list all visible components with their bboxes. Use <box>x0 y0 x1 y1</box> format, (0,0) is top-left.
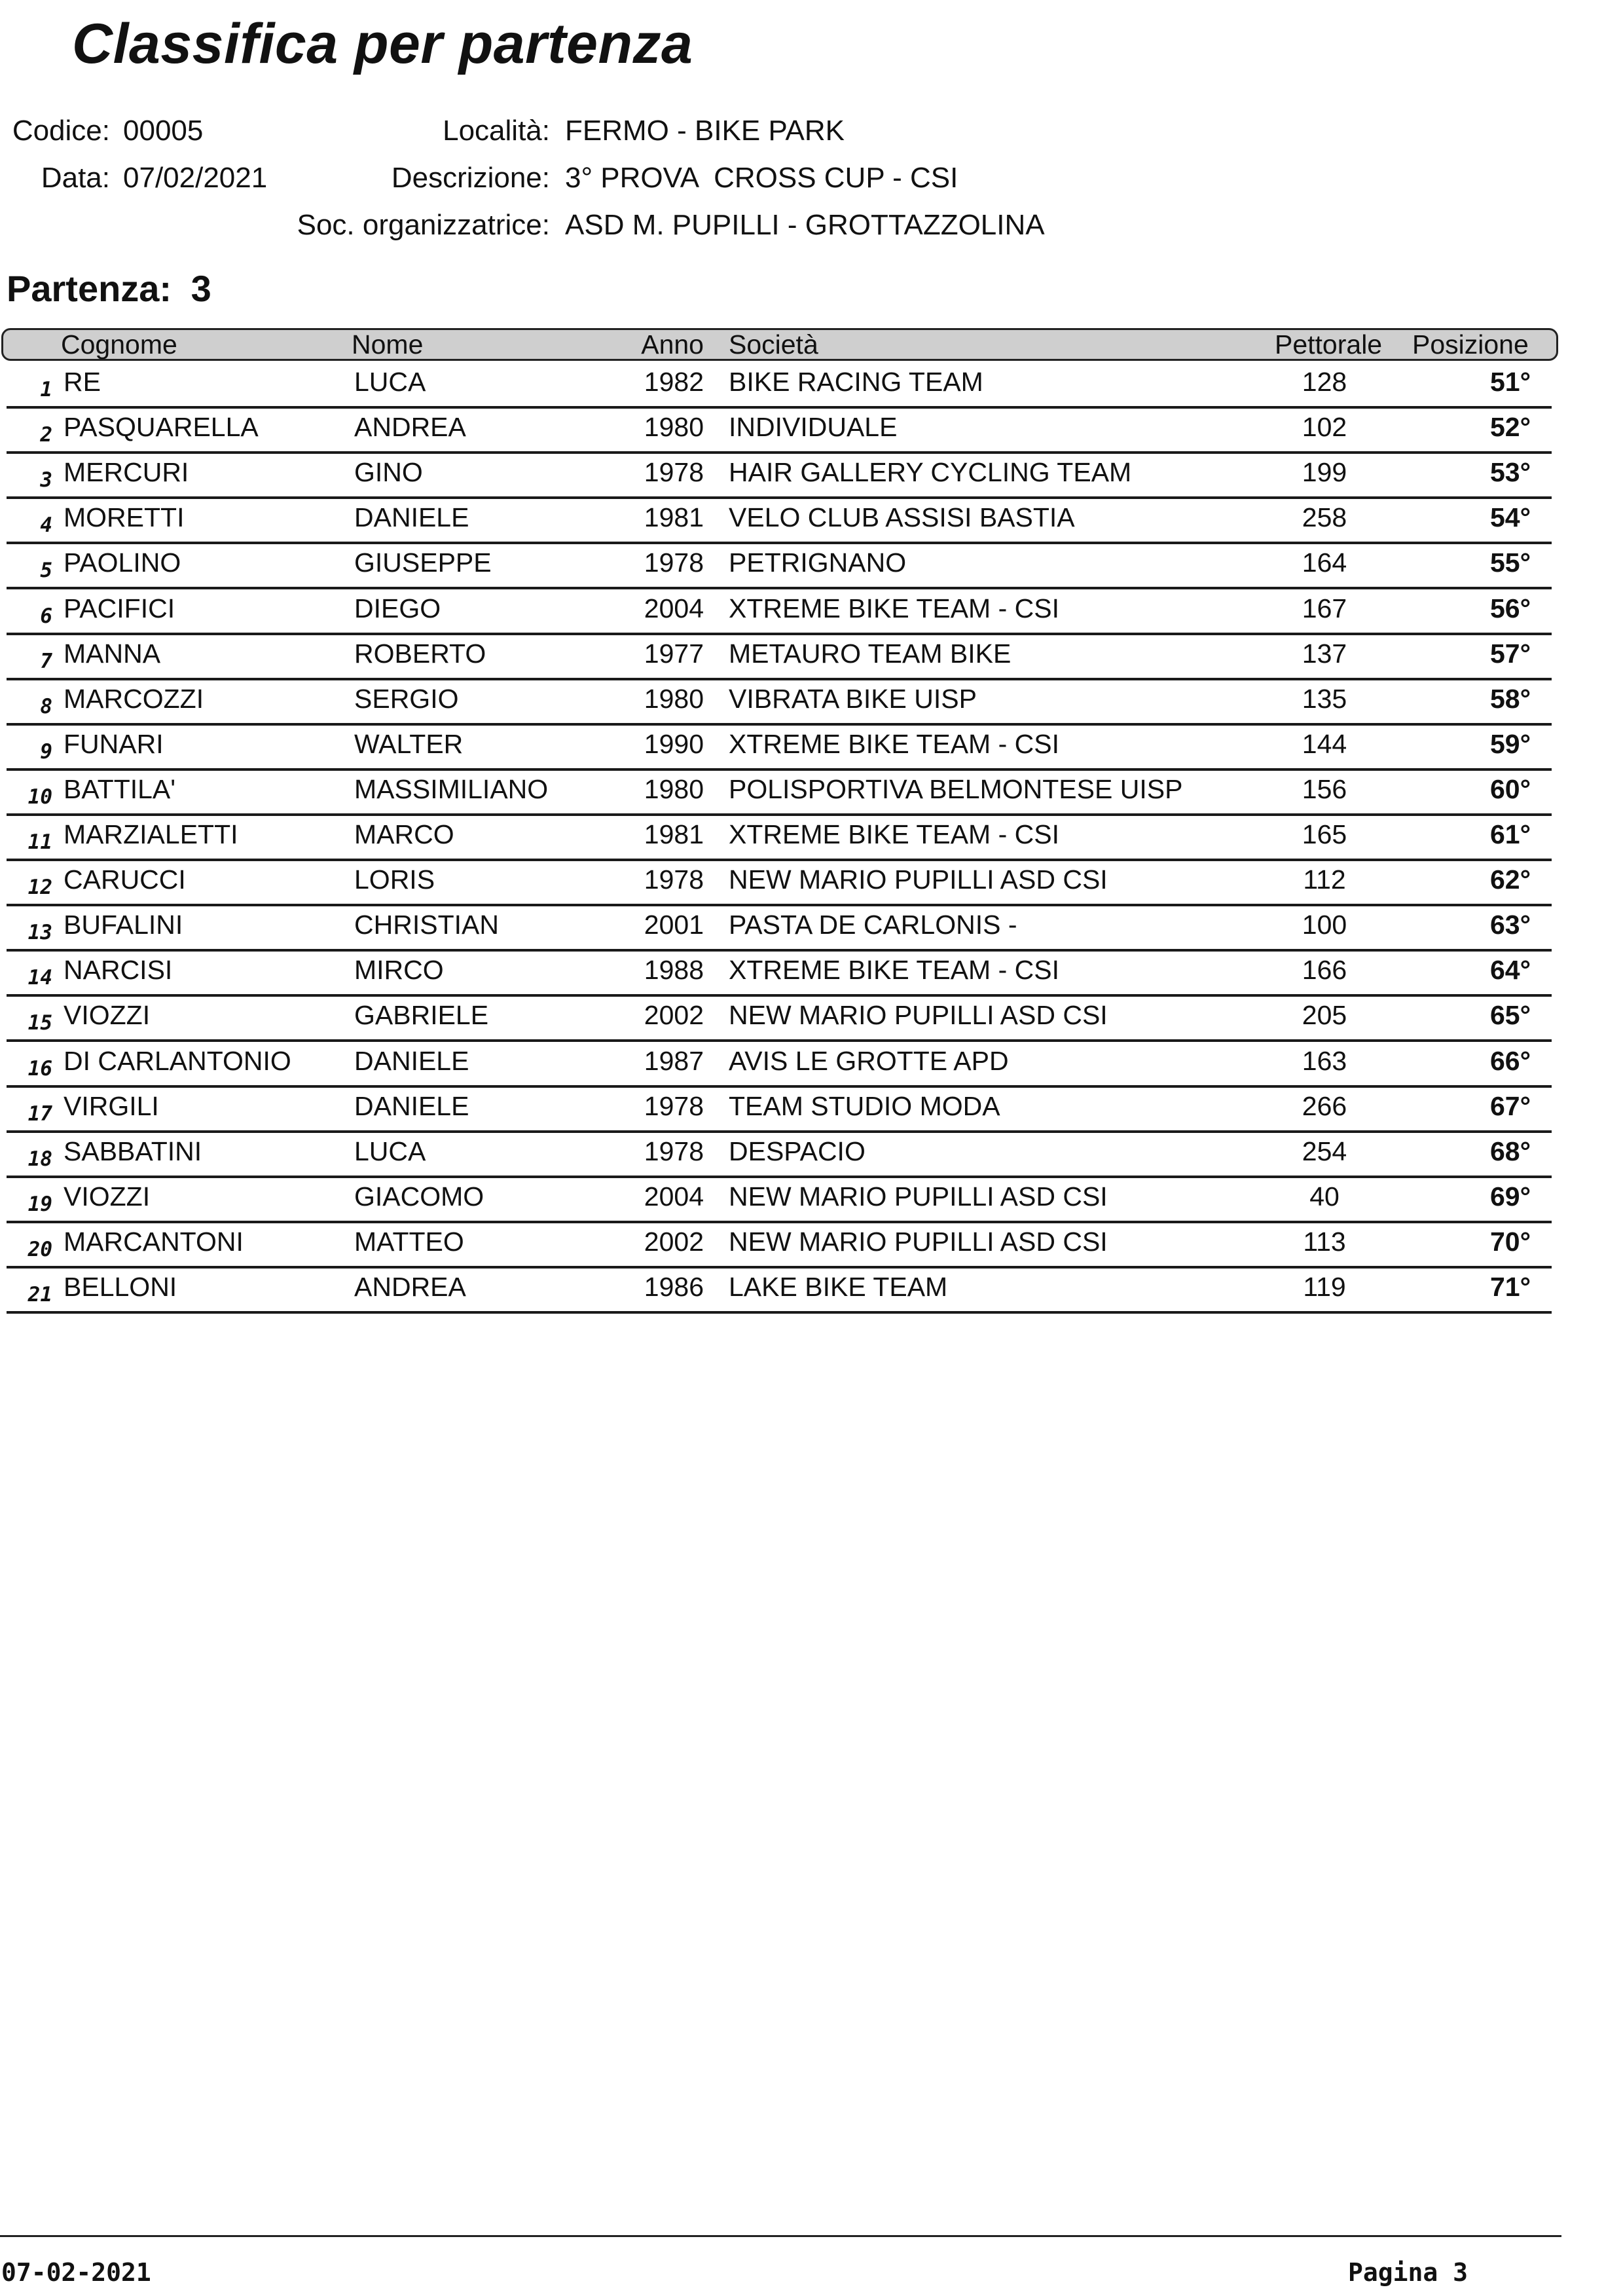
cell-posizione: 53° <box>1489 457 1531 488</box>
cell-societa: HAIR GALLERY CYCLING TEAM <box>729 457 1132 488</box>
cell-nome: MIRCO <box>354 955 444 986</box>
table-row <box>7 1178 1552 1223</box>
cell-cognome: BATTILA' <box>64 773 176 804</box>
cell-anno: 1987 <box>644 1045 704 1076</box>
cell-anno: 1980 <box>644 412 704 443</box>
table-row <box>7 816 1552 861</box>
descrizione-value: 3° PROVA CROSS CUP - CSI <box>565 162 958 194</box>
cell-cognome: MANNA <box>64 638 161 669</box>
cell-cognome: RE <box>64 367 101 397</box>
cell-pettorale: 167 <box>1302 593 1347 623</box>
cell-cognome: MARCOZZI <box>64 683 204 714</box>
cell-pettorale: 102 <box>1302 412 1347 443</box>
cell-pettorale: 165 <box>1302 819 1347 849</box>
row-number: 10 <box>27 785 52 809</box>
row-number: 4 <box>40 513 52 538</box>
cell-societa: VIBRATA BIKE UISP <box>729 683 977 714</box>
cell-anno: 1978 <box>644 1090 704 1121</box>
row-number: 21 <box>27 1283 52 1306</box>
cell-posizione: 69° <box>1489 1181 1531 1212</box>
row-number: 11 <box>27 830 52 854</box>
cell-anno: 1978 <box>644 864 704 895</box>
table-row <box>7 1268 1552 1314</box>
cell-pettorale: 266 <box>1302 1090 1347 1121</box>
cell-societa: POLISPORTIVA BELMONTESE UISP <box>729 773 1183 804</box>
footer-divider <box>0 2235 1561 2237</box>
cell-pettorale: 164 <box>1302 547 1347 578</box>
cell-cognome: FUNARI <box>64 728 164 759</box>
cell-anno: 1990 <box>644 728 704 759</box>
table-row <box>7 363 1552 409</box>
cell-pettorale: 112 <box>1303 864 1346 895</box>
cell-nome: GIACOMO <box>354 1181 484 1212</box>
cell-societa: AVIS LE GROTTE APD <box>729 1045 1009 1076</box>
cell-nome: LUCA <box>354 1136 426 1166</box>
cell-nome: DANIELE <box>354 1045 469 1076</box>
cell-cognome: MERCURI <box>64 457 189 488</box>
cell-pettorale: 137 <box>1302 638 1347 669</box>
cell-posizione: 55° <box>1489 547 1531 578</box>
footer-date: 07-02-2021 <box>1 2258 151 2287</box>
data-label: Data: <box>41 162 110 194</box>
cell-nome: GABRIELE <box>354 1000 489 1031</box>
cell-posizione: 59° <box>1489 728 1531 759</box>
cell-posizione: 63° <box>1489 910 1531 940</box>
table-row <box>7 771 1552 816</box>
cell-pettorale: 113 <box>1303 1226 1346 1257</box>
cell-cognome: BUFALINI <box>64 910 183 940</box>
row-number: 8 <box>40 694 52 718</box>
cell-nome: ROBERTO <box>354 638 486 669</box>
table-row <box>7 680 1552 726</box>
cell-pettorale: 119 <box>1303 1272 1346 1302</box>
localita-value: FERMO - BIKE PARK <box>565 115 845 147</box>
descrizione-label: Descrizione: <box>391 162 550 194</box>
cell-anno: 2002 <box>644 1000 704 1031</box>
soc-label: Soc. organizzatrice: <box>297 209 550 241</box>
row-number: 17 <box>27 1102 52 1126</box>
header-cognome: Cognome <box>61 329 177 360</box>
cell-cognome: DI CARLANTONIO <box>64 1045 291 1076</box>
cell-anno: 1978 <box>644 457 704 488</box>
cell-nome: MARCO <box>354 819 454 849</box>
cell-nome: MASSIMILIANO <box>354 773 549 804</box>
cell-societa: TEAM STUDIO MODA <box>729 1090 1000 1121</box>
cell-anno: 2004 <box>644 593 704 623</box>
cell-nome: MATTEO <box>354 1226 464 1257</box>
row-number: 1 <box>40 378 52 401</box>
cell-posizione: 70° <box>1489 1226 1531 1257</box>
row-number: 20 <box>27 1237 52 1261</box>
cell-nome: GIUSEPPE <box>354 547 492 578</box>
cell-posizione: 60° <box>1489 773 1531 804</box>
codice-label: Codice: <box>12 115 110 147</box>
cell-pettorale: 40 <box>1309 1181 1340 1212</box>
header-pettorale: Pettorale <box>1275 329 1383 360</box>
cell-pettorale: 100 <box>1302 910 1347 940</box>
row-number: 9 <box>40 739 52 764</box>
table-row <box>7 454 1552 499</box>
cell-pettorale: 166 <box>1302 955 1347 986</box>
cell-posizione: 65° <box>1489 1000 1531 1031</box>
cell-societa: XTREME BIKE TEAM - CSI <box>729 819 1059 849</box>
cell-nome: DANIELE <box>354 1090 469 1121</box>
cell-cognome: MARCANTONI <box>64 1226 244 1257</box>
footer-page: Pagina 3 <box>1348 2258 1468 2287</box>
cell-nome: SERGIO <box>354 683 459 714</box>
cell-anno: 1982 <box>644 367 704 397</box>
cell-posizione: 66° <box>1489 1045 1531 1076</box>
cell-pettorale: 254 <box>1302 1136 1347 1166</box>
row-number: 14 <box>27 966 52 990</box>
cell-posizione: 61° <box>1489 819 1531 849</box>
cell-anno: 1978 <box>644 1136 704 1166</box>
cell-cognome: SABBATINI <box>64 1136 202 1166</box>
cell-anno: 1977 <box>644 638 704 669</box>
cell-nome: WALTER <box>354 728 464 759</box>
row-number: 16 <box>27 1056 52 1081</box>
cell-societa: XTREME BIKE TEAM - CSI <box>729 955 1059 986</box>
table-row <box>7 409 1552 454</box>
cell-anno: 1980 <box>644 773 704 804</box>
table-row <box>7 1133 1552 1178</box>
cell-societa: NEW MARIO PUPILLI ASD CSI <box>729 1226 1108 1257</box>
cell-pettorale: 258 <box>1302 502 1347 533</box>
cell-pettorale: 128 <box>1302 367 1347 397</box>
cell-posizione: 57° <box>1489 638 1531 669</box>
cell-anno: 1981 <box>644 502 704 533</box>
table-row <box>7 906 1552 952</box>
row-number: 15 <box>27 1011 52 1035</box>
cell-cognome: MORETTI <box>64 502 185 533</box>
cell-societa: PASTA DE CARLONIS - <box>729 910 1017 940</box>
cell-posizione: 64° <box>1489 955 1531 986</box>
table-row <box>7 590 1552 635</box>
cell-nome: GINO <box>354 457 423 488</box>
cell-societa: BIKE RACING TEAM <box>729 367 983 397</box>
cell-societa: XTREME BIKE TEAM - CSI <box>729 728 1059 759</box>
cell-cognome: CARUCCI <box>64 864 186 895</box>
table-row <box>7 1088 1552 1133</box>
header-societa: Società <box>729 329 818 360</box>
cell-anno: 2001 <box>644 910 704 940</box>
cell-societa: INDIVIDUALE <box>729 412 898 443</box>
localita-label: Località: <box>443 115 550 147</box>
cell-posizione: 62° <box>1489 864 1531 895</box>
codice-value: 00005 <box>123 115 204 147</box>
cell-societa: NEW MARIO PUPILLI ASD CSI <box>729 1181 1108 1212</box>
cell-nome: LORIS <box>354 864 435 895</box>
cell-anno: 1978 <box>644 547 704 578</box>
cell-societa: DESPACIO <box>729 1136 866 1166</box>
header-posizione: Posizione <box>1412 329 1529 360</box>
cell-cognome: NARCISI <box>64 955 173 986</box>
cell-anno: 1981 <box>644 819 704 849</box>
start-label: Partenza: <box>7 268 172 309</box>
cell-cognome: VIOZZI <box>64 1181 151 1212</box>
cell-nome: ANDREA <box>354 412 466 443</box>
cell-pettorale: 205 <box>1302 1000 1347 1031</box>
row-number: 12 <box>27 876 52 900</box>
cell-posizione: 56° <box>1489 593 1531 623</box>
cell-pettorale: 156 <box>1302 773 1347 804</box>
cell-pettorale: 163 <box>1302 1045 1347 1076</box>
cell-societa: LAKE BIKE TEAM <box>729 1272 948 1302</box>
cell-cognome: PACIFICI <box>64 593 175 623</box>
cell-posizione: 51° <box>1489 367 1531 397</box>
table-row <box>7 997 1552 1042</box>
cell-pettorale: 144 <box>1302 728 1347 759</box>
start-value: 3 <box>191 268 211 309</box>
table-row <box>7 726 1552 771</box>
cell-nome: CHRISTIAN <box>354 910 499 940</box>
row-number: 18 <box>27 1147 52 1171</box>
table-row <box>7 861 1552 906</box>
cell-nome: LUCA <box>354 367 426 397</box>
data-value: 07/02/2021 <box>123 162 268 194</box>
row-number: 6 <box>40 604 52 628</box>
cell-anno: 1988 <box>644 955 704 986</box>
cell-posizione: 68° <box>1489 1136 1531 1166</box>
table-row <box>7 1223 1552 1268</box>
row-number: 7 <box>40 649 52 673</box>
header-nome: Nome <box>352 329 424 360</box>
start-heading <box>7 267 211 310</box>
cell-cognome: BELLONI <box>64 1272 177 1302</box>
table-row <box>7 1043 1552 1088</box>
cell-anno: 2002 <box>644 1226 704 1257</box>
cell-nome: DIEGO <box>354 593 441 623</box>
cell-cognome: MARZIALETTI <box>64 819 238 849</box>
cell-posizione: 67° <box>1489 1090 1531 1121</box>
cell-anno: 1986 <box>644 1272 704 1302</box>
cell-societa: NEW MARIO PUPILLI ASD CSI <box>729 1000 1108 1031</box>
cell-posizione: 58° <box>1489 683 1531 714</box>
table-row <box>7 499 1552 544</box>
cell-anno: 1980 <box>644 683 704 714</box>
page-title: Classifica per partenza <box>72 12 693 75</box>
row-number: 2 <box>40 423 52 447</box>
cell-pettorale: 135 <box>1302 683 1347 714</box>
cell-societa: XTREME BIKE TEAM - CSI <box>729 593 1059 623</box>
cell-posizione: 54° <box>1489 502 1531 533</box>
cell-pettorale: 199 <box>1302 457 1347 488</box>
soc-value: ASD M. PUPILLI - GROTTAZZOLINA <box>565 209 1045 241</box>
cell-cognome: PAOLINO <box>64 547 181 578</box>
row-number: 3 <box>40 468 52 492</box>
header-anno: Anno <box>641 329 704 360</box>
cell-posizione: 71° <box>1489 1272 1531 1302</box>
table-row <box>7 544 1552 589</box>
row-number: 5 <box>40 559 52 583</box>
table-row <box>7 952 1552 997</box>
cell-nome: ANDREA <box>354 1272 466 1302</box>
row-number: 19 <box>27 1192 52 1216</box>
cell-posizione: 52° <box>1489 412 1531 443</box>
cell-anno: 2004 <box>644 1181 704 1212</box>
table-row <box>7 635 1552 680</box>
row-number: 13 <box>27 921 52 945</box>
cell-cognome: VIRGILI <box>64 1090 159 1121</box>
cell-societa: VELO CLUB ASSISI BASTIA <box>729 502 1075 533</box>
cell-cognome: VIOZZI <box>64 1000 151 1031</box>
cell-societa: METAURO TEAM BIKE <box>729 638 1012 669</box>
cell-societa: PETRIGNANO <box>729 547 907 578</box>
cell-cognome: PASQUARELLA <box>64 412 259 443</box>
cell-societa: NEW MARIO PUPILLI ASD CSI <box>729 864 1108 895</box>
cell-nome: DANIELE <box>354 502 469 533</box>
